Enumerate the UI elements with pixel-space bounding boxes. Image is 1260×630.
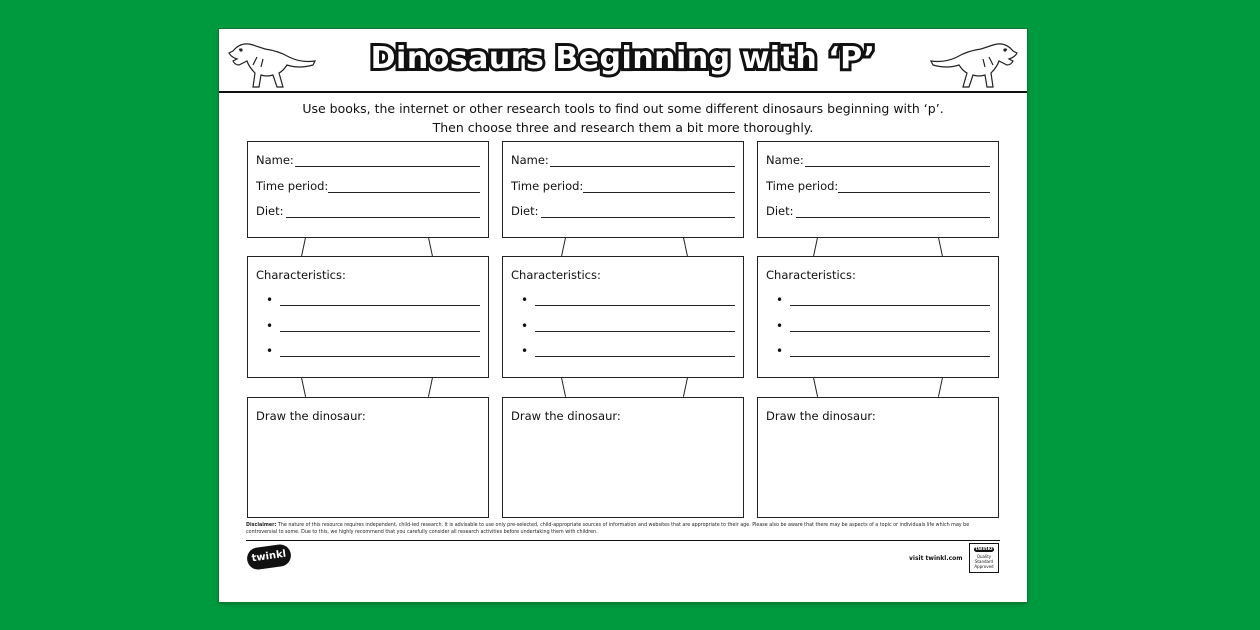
connector-line (428, 377, 433, 397)
characteristic-line[interactable] (535, 331, 735, 332)
bullet-point: • (776, 319, 784, 333)
connector-line (301, 237, 306, 257)
connector-line (683, 377, 688, 397)
draw-label-2: Draw the dinosaur: (511, 409, 621, 423)
bullet-point: • (776, 344, 784, 358)
bullet-point: • (266, 293, 274, 307)
badge-text: Quality Standard Approved (974, 554, 994, 569)
time-period-line-1[interactable] (328, 192, 480, 193)
visit-link[interactable]: visit twinkl.com (909, 555, 963, 562)
characteristics-label-2: Characteristics: (511, 268, 601, 282)
quality-badge (969, 543, 999, 573)
disclaimer (246, 522, 1001, 536)
bullet-point: • (521, 344, 529, 358)
drawing-box-2[interactable] (502, 397, 744, 518)
drawing-box-3[interactable] (757, 397, 999, 518)
diet-line-3[interactable] (796, 217, 990, 218)
connector-line (561, 237, 566, 257)
characteristic-line[interactable] (790, 356, 990, 357)
footer-divider (246, 540, 1000, 541)
characteristic-line[interactable] (280, 305, 480, 306)
diet-line-1[interactable] (286, 217, 480, 218)
worksheet-header (219, 29, 1027, 93)
info-box-2 (502, 141, 744, 238)
time-period-label-1: Time period: (256, 179, 329, 193)
badge-brand: twinkl (975, 546, 993, 552)
name-line-3[interactable] (805, 166, 990, 167)
connector-line (813, 377, 818, 397)
bullet-point: • (266, 319, 274, 333)
diet-label-1: Diet: (256, 204, 284, 218)
bullet-point: • (776, 293, 784, 307)
draw-label-3: Draw the dinosaur: (766, 409, 876, 423)
diet-label-2: Diet: (511, 204, 539, 218)
characteristic-line[interactable] (535, 305, 735, 306)
connector-line (938, 237, 943, 257)
name-line-1[interactable] (295, 166, 480, 167)
characteristic-line[interactable] (790, 305, 990, 306)
drawing-box-1[interactable] (247, 397, 489, 518)
characteristic-line[interactable] (280, 331, 480, 332)
bullet-point: • (266, 344, 274, 358)
time-period-label-2: Time period: (511, 179, 584, 193)
characteristics-box-2 (502, 256, 744, 378)
dinosaur-illustration-right (929, 33, 1019, 89)
name-label-2: Name: (511, 153, 549, 167)
name-line-2[interactable] (550, 166, 735, 167)
connector-line (428, 237, 433, 257)
characteristic-line[interactable] (535, 356, 735, 357)
bullet-point: • (521, 293, 529, 307)
name-label-3: Name: (766, 153, 804, 167)
disclaimer-label: Disclaimer: (246, 523, 277, 528)
instructions-line-2: Then choose three and research them a bit more thoroughly. (432, 120, 814, 135)
time-period-line-3[interactable] (838, 192, 990, 193)
page-title: Dinosaurs Beginning with ‘P’ (370, 41, 876, 76)
connector-line (813, 237, 818, 257)
connector-line (301, 377, 306, 397)
characteristics-label-1: Characteristics: (256, 268, 346, 282)
time-period-line-2[interactable] (583, 192, 735, 193)
worksheet (219, 29, 1027, 602)
connector-line (683, 237, 688, 257)
instructions-line-1: Use books, the internet or other research tools to find out some different dinosaurs beginning with ‘p’. (302, 101, 944, 116)
diet-line-2[interactable] (541, 217, 735, 218)
info-box-1 (247, 141, 489, 238)
instructions (219, 99, 1027, 137)
info-box-3 (757, 141, 999, 238)
characteristics-label-3: Characteristics: (766, 268, 856, 282)
twinkl-logo[interactable]: twinkl (246, 543, 293, 571)
disclaimer-text: The nature of this resource requires independent, child-led research. It is advisable to use only pre-selected, child-appropriate sources of information and websites that are appropriate to their age. Please also be aware that there may be aspects of a topic or individuals life which may be controversial to some. Due to this, we highly recommend that you carefully consider all research activities before undertaking them with children. (246, 523, 970, 535)
characteristic-line[interactable] (280, 356, 480, 357)
connector-line (938, 377, 943, 397)
name-label-1: Name: (256, 153, 294, 167)
characteristics-box-3 (757, 256, 999, 378)
draw-label-1: Draw the dinosaur: (256, 409, 366, 423)
connector-line (561, 377, 566, 397)
bullet-point: • (521, 319, 529, 333)
characteristic-line[interactable] (790, 331, 990, 332)
time-period-label-3: Time period: (766, 179, 839, 193)
diet-label-3: Diet: (766, 204, 794, 218)
characteristics-box-1 (247, 256, 489, 378)
